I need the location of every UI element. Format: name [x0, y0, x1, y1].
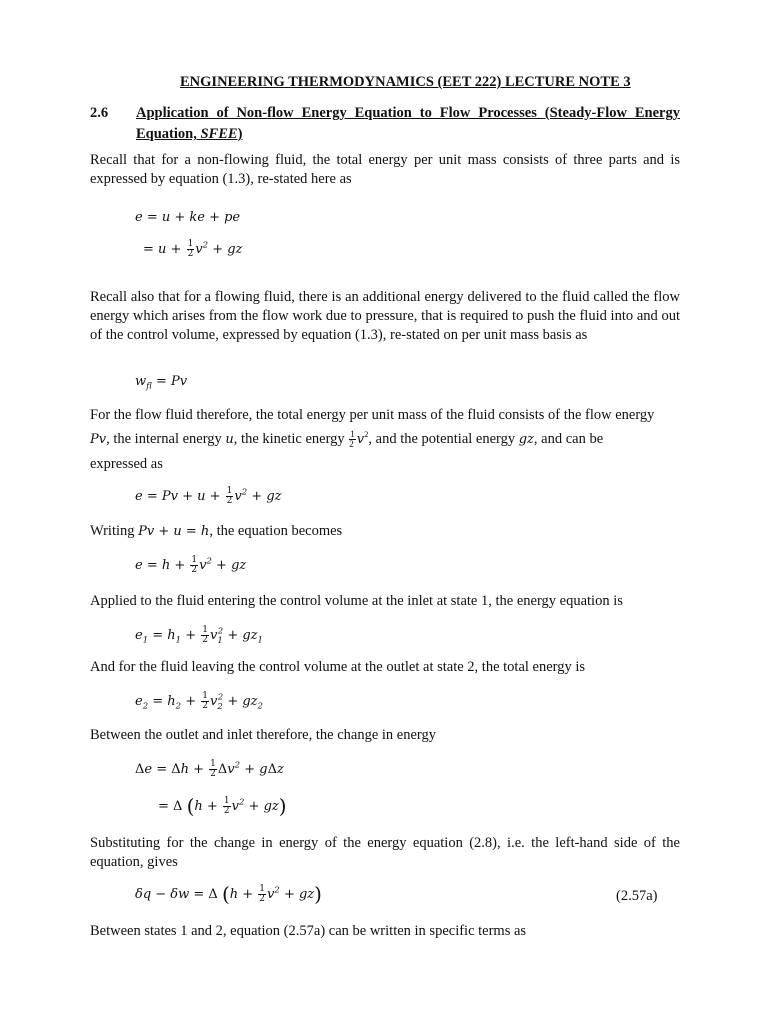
- section-number: 2.6: [90, 105, 109, 121]
- section-title: Application of Non-flow Energy Equation to Flow Processes (Steady-Flow Energy Equation, SFEE): [136, 105, 680, 142]
- equation-total-energy-expanded: = u + $\frac{1}{2}$ $v^2$ + gz: [143, 239, 243, 259]
- equation-sfee: δq − δw = Δ (h + $\frac{1}{2}$ $v^2 + gz$): [135, 882, 322, 906]
- paragraph-3-line-1: For the flow fluid therefore, the total energy per unit mass of the fluid consists of the flow energy: [90, 407, 655, 423]
- paragraph-7: Between the outlet and inlet therefore, the change in energy: [90, 727, 436, 743]
- equation-energy-change-grouped: = Δ (h + $\frac{1}{2}$ $v^2 + gz$): [158, 794, 287, 818]
- equation-total-energy: e = u + ke + pe: [135, 210, 241, 225]
- paragraph-4: Writing Pv + u = h, the equation becomes: [90, 523, 343, 539]
- equation-energy-change: Δe = Δh + $\frac{1}{2}$ $\Delta v^2 + g\Delta z$: [135, 759, 284, 779]
- equation-inlet-energy: $e_1 = h_1$ + $\frac{1}{2}$ $v_1^2 + gz_1$: [135, 625, 263, 646]
- equation-flow-work: $w_{fl} = Pv$: [135, 374, 188, 392]
- paragraph-1: Recall that for a non-flowing fluid, the total energy per unit mass consists of three parts and is expressed by equation (1.3), re-stated here as: [90, 152, 680, 187]
- equation-number: (2.57a): [616, 888, 658, 904]
- equation-enthalpy-form: e = h + $\frac{1}{2}$ $v^2$ + gz: [135, 555, 247, 575]
- paragraph-5: Applied to the fluid entering the control volume at the inlet at state 1, the energy equation is: [90, 593, 623, 609]
- paragraph-9: Between states 1 and 2, equation (2.57a) can be written in specific terms as: [90, 923, 527, 939]
- paragraph-3-line-3: expressed as: [90, 456, 163, 472]
- paragraph-2: Recall also that for a flowing fluid, there is an additional energy delivered to the fluid called the flow energy which arises from the flow work due to pressure, that is required to push the fluid into and out of the control volume, expressed by equation (1.3), re-stated on per unit mass basis as: [90, 289, 680, 343]
- page-title: ENGINEERING THERMODYNAMICS (EET 222) LECTURE NOTE 3: [180, 74, 631, 90]
- paragraph-6: And for the fluid leaving the control volume at the outlet at state 2, the total energy is: [90, 659, 586, 675]
- paragraph-3-line-2: Pv, the internal energy u, the kinetic energy $\frac{1}{2}$ $v^2$, and the potential energy gz, and can be: [90, 429, 604, 450]
- equation-outlet-energy: $e_2 = h_2$ + $\frac{1}{2}$ $v_2^2 + gz_2$: [135, 691, 263, 712]
- equation-flow-total-energy: e = Pv + u + $\frac{1}{2}$ $v^2$ + gz: [135, 486, 282, 506]
- paragraph-8: Substituting for the change in energy of the energy equation (2.8), i.e. the left-hand side of the equation, gives: [90, 835, 680, 870]
